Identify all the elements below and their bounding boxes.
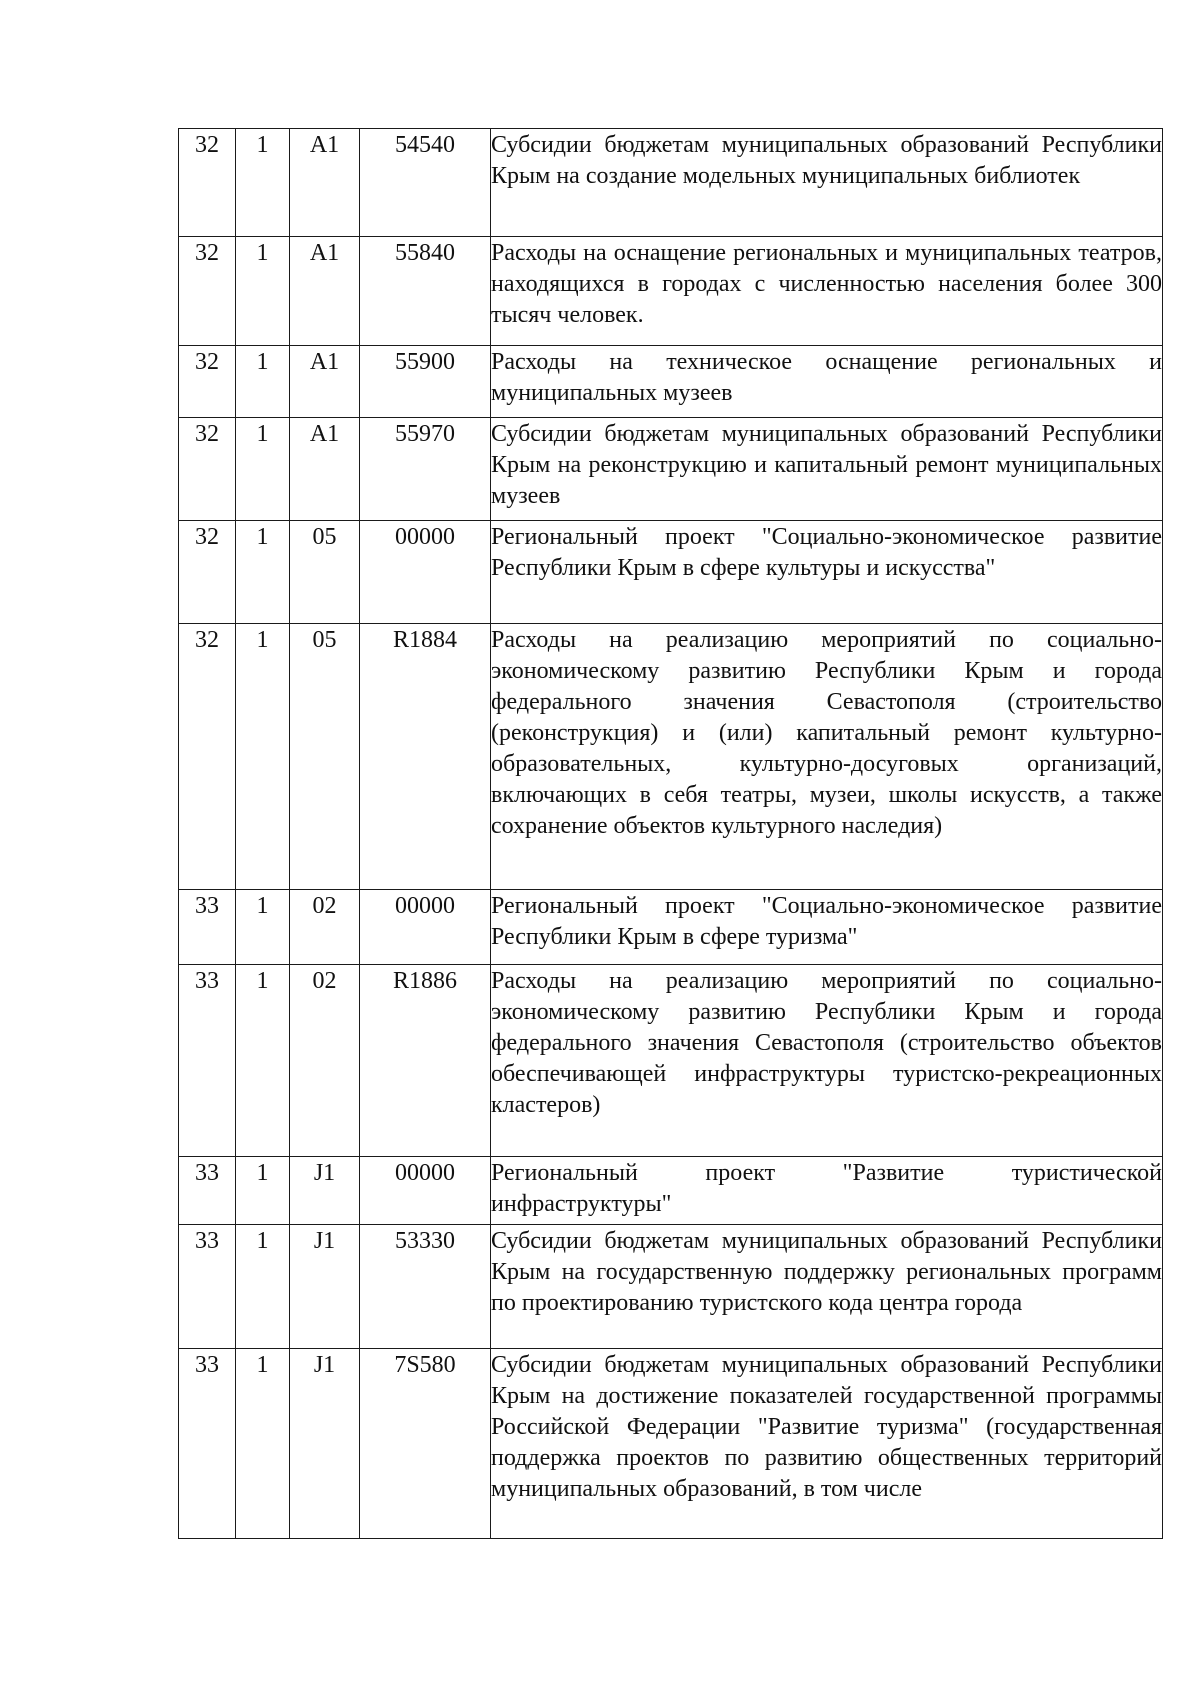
direction-code-cell: 53330	[360, 1225, 491, 1349]
direction-code-cell: R1886	[360, 965, 491, 1157]
program-code-cell: 33	[179, 890, 236, 965]
project-code-cell: 05	[290, 521, 360, 624]
project-code-cell: J1	[290, 1349, 360, 1539]
subprogram-code-cell: 1	[236, 521, 290, 624]
description-cell: Расходы на реализацию мероприятий по социально-экономическому развитию Республики Крым и города федерального значения Севастополя (строительство объектов обеспечивающей инфраструктуры туристско-рекреационных кластеров)	[491, 965, 1163, 1157]
subprogram-code-cell: 1	[236, 1157, 290, 1225]
project-code-cell: А1	[290, 237, 360, 346]
description-cell: Региональный проект "Социально-экономическое развитие Республики Крым в сфере туризма"	[491, 890, 1163, 965]
table-row	[179, 965, 1163, 1157]
table-row	[179, 521, 1163, 624]
description-cell: Субсидии бюджетам муниципальных образований Республики Крым на государственную поддержку региональных программ по проектированию туристского кода центра города	[491, 1225, 1163, 1349]
project-code-cell: А1	[290, 418, 360, 521]
direction-code-cell: 00000	[360, 521, 491, 624]
direction-code-cell: 55840	[360, 237, 491, 346]
description-cell: Субсидии бюджетам муниципальных образований Республики Крым на создание модельных муниципальных библиотек	[491, 129, 1163, 237]
subprogram-code-cell: 1	[236, 418, 290, 521]
project-code-cell: А1	[290, 346, 360, 418]
table-row	[179, 1225, 1163, 1349]
program-code-cell: 32	[179, 346, 236, 418]
subprogram-code-cell: 1	[236, 237, 290, 346]
direction-code-cell: 54540	[360, 129, 491, 237]
table-row	[179, 890, 1163, 965]
description-cell: Региональный проект "Социально-экономическое развитие Республики Крым в сфере культуры и искусства"	[491, 521, 1163, 624]
program-code-cell: 33	[179, 1157, 236, 1225]
program-code-cell: 32	[179, 521, 236, 624]
program-code-cell: 33	[179, 1225, 236, 1349]
direction-code-cell: R1884	[360, 624, 491, 890]
project-code-cell: 05	[290, 624, 360, 890]
program-code-cell: 32	[179, 129, 236, 237]
project-code-cell: А1	[290, 129, 360, 237]
subprogram-code-cell: 1	[236, 129, 290, 237]
table-row	[179, 346, 1163, 418]
subprogram-code-cell: 1	[236, 1349, 290, 1539]
description-cell: Расходы на техническое оснащение региональных и муниципальных музеев	[491, 346, 1163, 418]
direction-code-cell: 00000	[360, 1157, 491, 1225]
description-cell: Расходы на оснащение региональных и муниципальных театров, находящихся в городах с численностью населения более 300 тысяч человек.	[491, 237, 1163, 346]
table-row	[179, 624, 1163, 890]
program-code-cell: 33	[179, 965, 236, 1157]
table-row	[179, 129, 1163, 237]
direction-code-cell: 7S580	[360, 1349, 491, 1539]
description-cell: Расходы на реализацию мероприятий по социально-экономическому развитию Республики Крым и города федерального значения Севастополя (строительство (реконструкция) и (или) капитальный ремонт культурно-образовательных, культурно-досуговых организаций, включающих в себя театры, музеи, школы искусств, а также сохранение объектов культурного наследия)	[491, 624, 1163, 890]
table-row	[179, 237, 1163, 346]
subprogram-code-cell: 1	[236, 624, 290, 890]
program-code-cell: 32	[179, 237, 236, 346]
direction-code-cell: 00000	[360, 890, 491, 965]
budget-classification-table	[178, 128, 1163, 1539]
subprogram-code-cell: 1	[236, 965, 290, 1157]
direction-code-cell: 55900	[360, 346, 491, 418]
program-code-cell: 32	[179, 418, 236, 521]
subprogram-code-cell: 1	[236, 346, 290, 418]
subprogram-code-cell: 1	[236, 1225, 290, 1349]
project-code-cell: 02	[290, 965, 360, 1157]
table-row	[179, 1349, 1163, 1539]
program-code-cell: 33	[179, 1349, 236, 1539]
project-code-cell: J1	[290, 1225, 360, 1349]
description-cell: Субсидии бюджетам муниципальных образований Республики Крым на достижение показателей государственной программы Российской Федерации "Развитие туризма" (государственная поддержка проектов по развитию общественных территорий муниципальных образований, в том числе	[491, 1349, 1163, 1539]
direction-code-cell: 55970	[360, 418, 491, 521]
project-code-cell: 02	[290, 890, 360, 965]
description-cell: Региональный проект "Развитие туристической инфраструктуры"	[491, 1157, 1163, 1225]
description-cell: Субсидии бюджетам муниципальных образований Республики Крым на реконструкцию и капитальный ремонт муниципальных музеев	[491, 418, 1163, 521]
table-row	[179, 1157, 1163, 1225]
program-code-cell: 32	[179, 624, 236, 890]
table-row	[179, 418, 1163, 521]
subprogram-code-cell: 1	[236, 890, 290, 965]
project-code-cell: J1	[290, 1157, 360, 1225]
